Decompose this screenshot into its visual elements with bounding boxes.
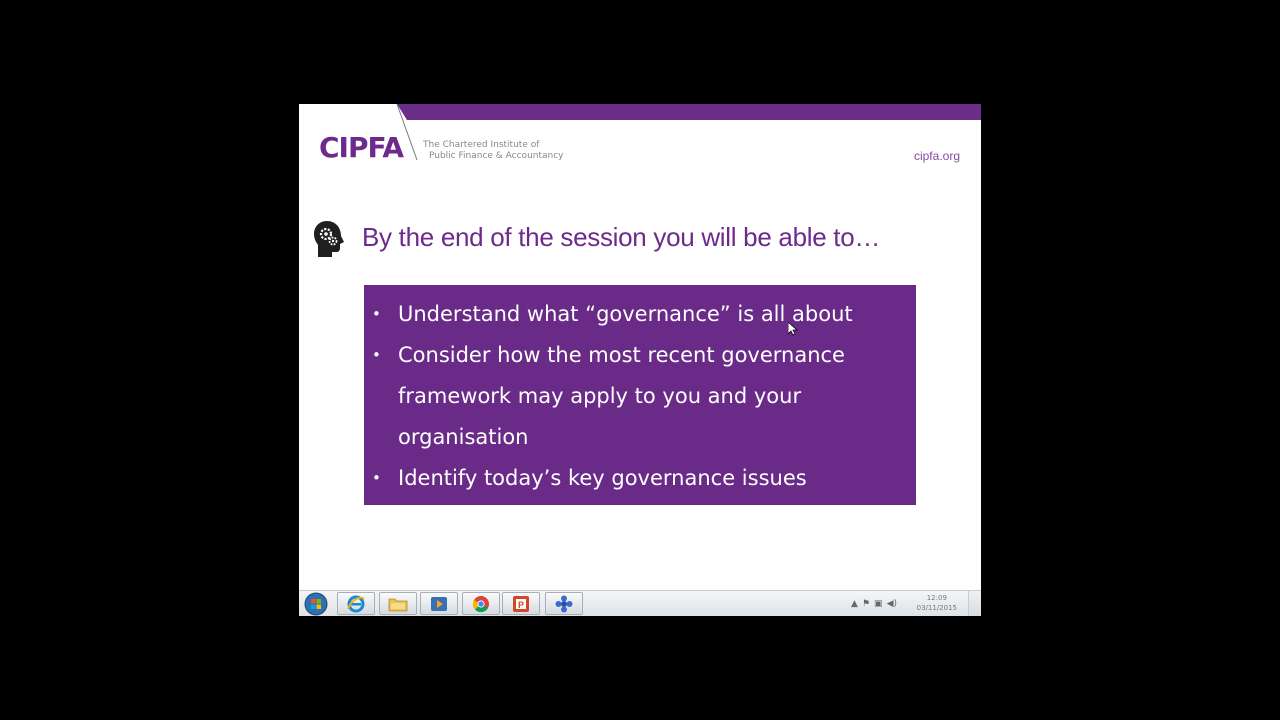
svg-text:P: P (518, 599, 525, 610)
taskbar (299, 590, 981, 616)
objective-item (364, 294, 896, 335)
bullet: • (372, 469, 381, 487)
chrome-icon (471, 594, 491, 614)
internet-explorer-icon (346, 594, 366, 614)
presentation-screen (299, 104, 981, 616)
objective-text: Identify today’s key governance issues (398, 466, 807, 490)
objective-item (364, 458, 896, 499)
start-orb-icon (302, 592, 330, 616)
network-icon[interactable]: ▣ (874, 599, 883, 609)
clock-time: 12:09 (926, 594, 947, 602)
mouse-cursor-icon (788, 322, 798, 336)
taskbar-clock[interactable] (917, 593, 957, 613)
objective-item (364, 335, 896, 458)
show-hidden-icons-icon[interactable]: ▲ (851, 599, 858, 609)
taskbar-media-player[interactable] (420, 592, 458, 615)
website-link[interactable]: cipfa.org (913, 149, 960, 163)
powerpoint-icon (511, 594, 531, 614)
taskbar-snipping-tool[interactable] (545, 592, 583, 615)
show-desktop-button[interactable] (968, 591, 981, 616)
taskbar-chrome[interactable] (462, 592, 500, 615)
snipping-tool-icon (554, 594, 574, 614)
volume-icon[interactable]: ◀) (886, 599, 897, 609)
taskbar-file-explorer[interactable] (379, 592, 417, 615)
objective-text: Consider how the most recent governance framework may apply to you and your organisation (398, 343, 845, 449)
slide (299, 104, 981, 590)
bullet: • (372, 305, 381, 323)
media-player-icon (429, 595, 449, 613)
objectives-box (364, 285, 916, 505)
logo-tagline-line1: The Chartered Institute of (423, 140, 540, 150)
objective-text: Understand what “governance” is all about (398, 302, 853, 326)
file-explorer-icon (388, 595, 408, 613)
slide-title: By the end of the session you will be able to… (362, 222, 881, 252)
bullet: • (372, 346, 381, 364)
action-center-flag-icon[interactable]: ⚑ (861, 599, 871, 609)
cipfa-logo: CIPFA (319, 131, 404, 164)
logo-tagline-line2: Public Finance & Accountancy (429, 151, 564, 161)
taskbar-internet-explorer[interactable] (337, 592, 375, 615)
clock-date: 03/11/2015 (916, 604, 957, 612)
head-gears-icon (313, 220, 345, 258)
taskbar-powerpoint[interactable] (502, 592, 540, 615)
start-button[interactable] (302, 592, 330, 616)
